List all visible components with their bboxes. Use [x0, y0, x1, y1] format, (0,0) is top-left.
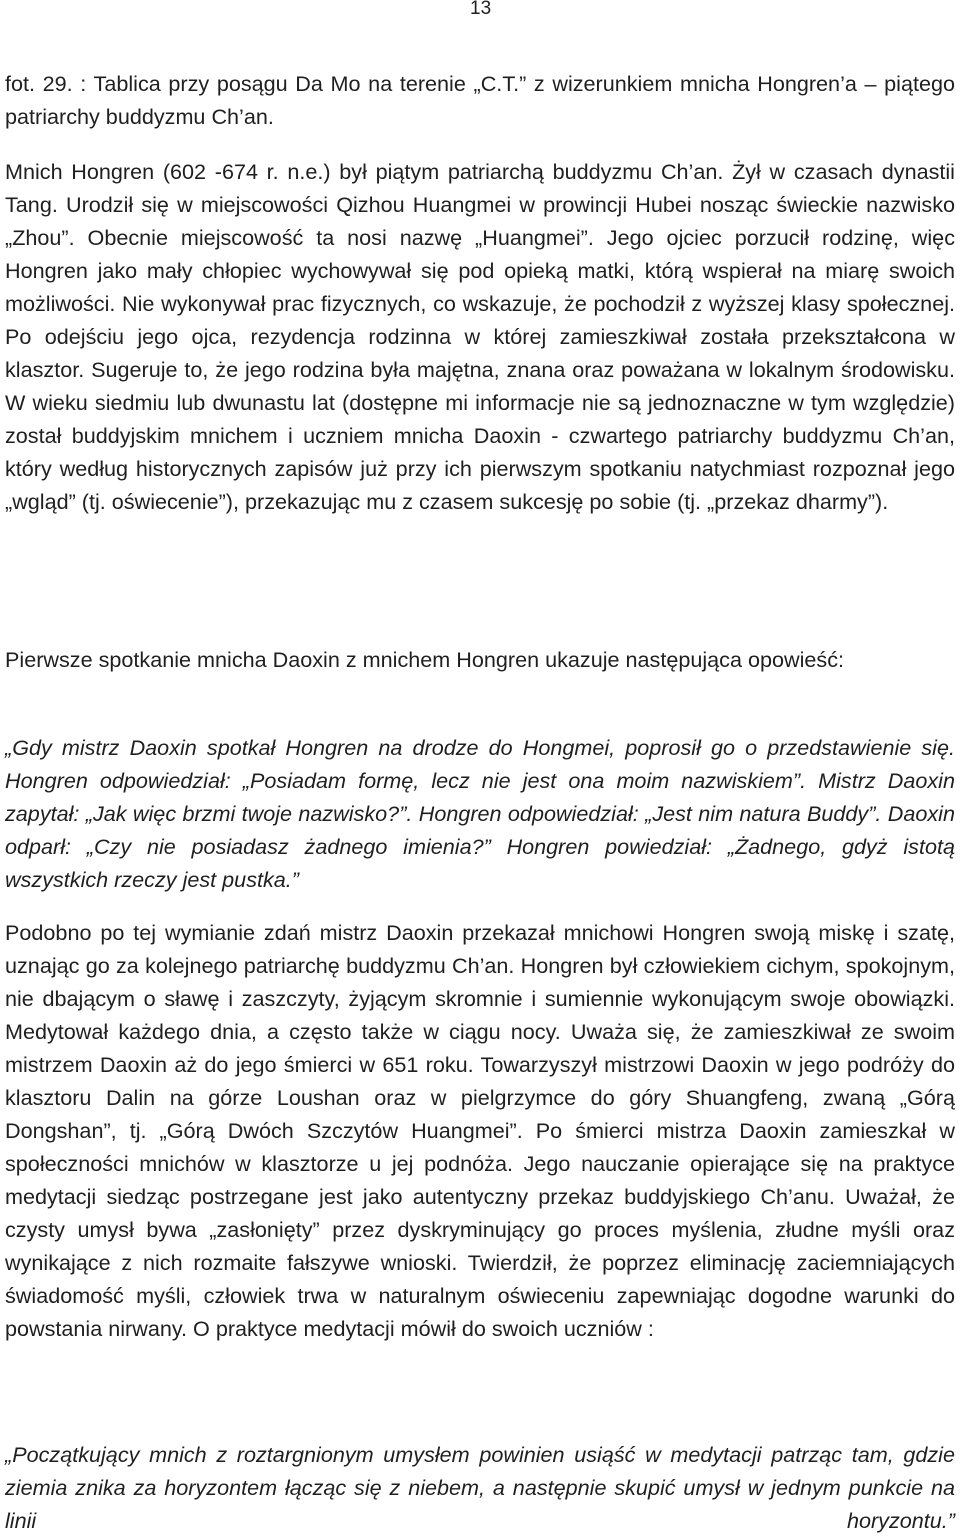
paragraph-first-meeting-intro: Pierwsze spotkanie mnicha Daoxin z mnichem Hongren ukazuje następująca opowieść: — [5, 647, 844, 672]
quote-dialogue: „Gdy mistrz Daoxin spotkał Hongren na drodze do Hongmei, poprosił go o przedstawienie się. Hongren odpowiedział: „Posiadam formę, lecz nie jest ona moim nazwiskiem”. Mistrz Daoxin zapytał: „Jak więc brzmi twoje nazwisko?”. Hongren odpowiedział: „Jest nim natura Buddy”. Daoxin odparł: „Czy nie posiadasz żadnego imienia?” Hongren powiedział: „Żadnego, gdyż istotą wszystkich rzeczy jest pustka.” — [5, 735, 955, 892]
quote-meditation: „Początkujący mnich z roztargnionym umysłem powinien usiąść w medytacji patrząc tam, gdzie ziemia znika za horyzontem łącząc się z niebem, a następnie skupić umysł w jednym punkcie na linii horyzontu.” — [5, 1442, 955, 1533]
paragraph-biography: Mnich Hongren (602 -674 r. n.e.) był piątym patriarchą buddyzmu Ch’an. Żył w czasach dynastii Tang. Urodził się w miejscowości Qizhou Huangmei w prowincji Hubei nosząc świeckie nazwisko „Zhou”. Obecnie miejscowość ta nosi nazwę „Huangmei”. Jego ojciec porzucił rodzinę, więc Hongren jako mały chłopiec wychowywał się pod opieką matki, którą wspierał na miarę swoich możliwości. Nie wykonywał prac fizycznych, co wskazuje, że pochodził z wyższej klasy społecznej. Po odejściu jego ojca, rezydencja rodzinna w której zamieszkiwał została przekształcona w klasztor. Sugeruje to, że jego rodzina była majętna, znana oraz poważana w lokalnym środowisku. W wieku siedmiu lub dwunastu lat (dostępne mi informacje nie są jednoznaczne w tym względzie) został buddyjskim mnichem i uczniem mnicha Daoxin - czwartego patriarchy buddyzmu Ch’an, który według historycznych zapisów już przy ich pierwszym spotkaniu natychmiast rozpoznał jego „wgląd” (tj. oświecenie”), przekazując mu z czasem sukcesję po sobie (tj. „przekaz dharmy”). — [5, 159, 955, 514]
photo-caption: fot. 29. : Tablica przy posągu Da Mo na terenie „C.T.” z wizerunkiem mnicha Hongren’a – piątego patriarchy buddyzmu Ch’an. — [5, 71, 955, 129]
paragraph-teaching: Podobno po tej wymianie zdań mistrz Daoxin przekazał mnichowi Hongren swoją miskę i szatę, uznając go za kolejnego patriarchę buddyzmu Ch’an. Hongren był człowiekiem cichym, spokojnym, nie dbającym o sławę i zaszczyty, żyjącym skromnie i sumiennie wykonującym swoje obowiązki. Medytował każdego dnia, a często także w ciągu nocy. Uważa się, że zamieszkiwał ze swoim mistrzem Daoxin aż do jego śmierci w 651 roku. Towarzyszył mistrzowi Daoxin w jego podróży do klasztoru Dalin na górze Loushan oraz w pielgrzymce do góry Shuangfeng, zwaną „Górą Dongshan”, tj. „Górą Dwóch Szczytów Huangmei”. Po śmierci mistrza Daoxin zamieszkał w społeczności mnichów w klasztorze u jej podnóża. Jego nauczanie opierające się na praktyce medytacji siedząc postrzegane jest jako autentyczny przekaz buddyjskiego Ch’anu. Uważał, że czysty umysł bywa „zasłonięty” przez dyskryminujący go proces myślenia, złudne myśli oraz wynikające z nich rozmaite fałszywe wnioski. Twierdził, że poprzez eliminację zaciemniających świadomość myśli, człowiek trwa w naturalnym oświeceniu zapewniając dogodne warunki do powstania nirwany. O praktyce medytacji mówił do swoich uczniów : — [5, 920, 955, 1341]
page-number: 13 — [470, 0, 492, 19]
